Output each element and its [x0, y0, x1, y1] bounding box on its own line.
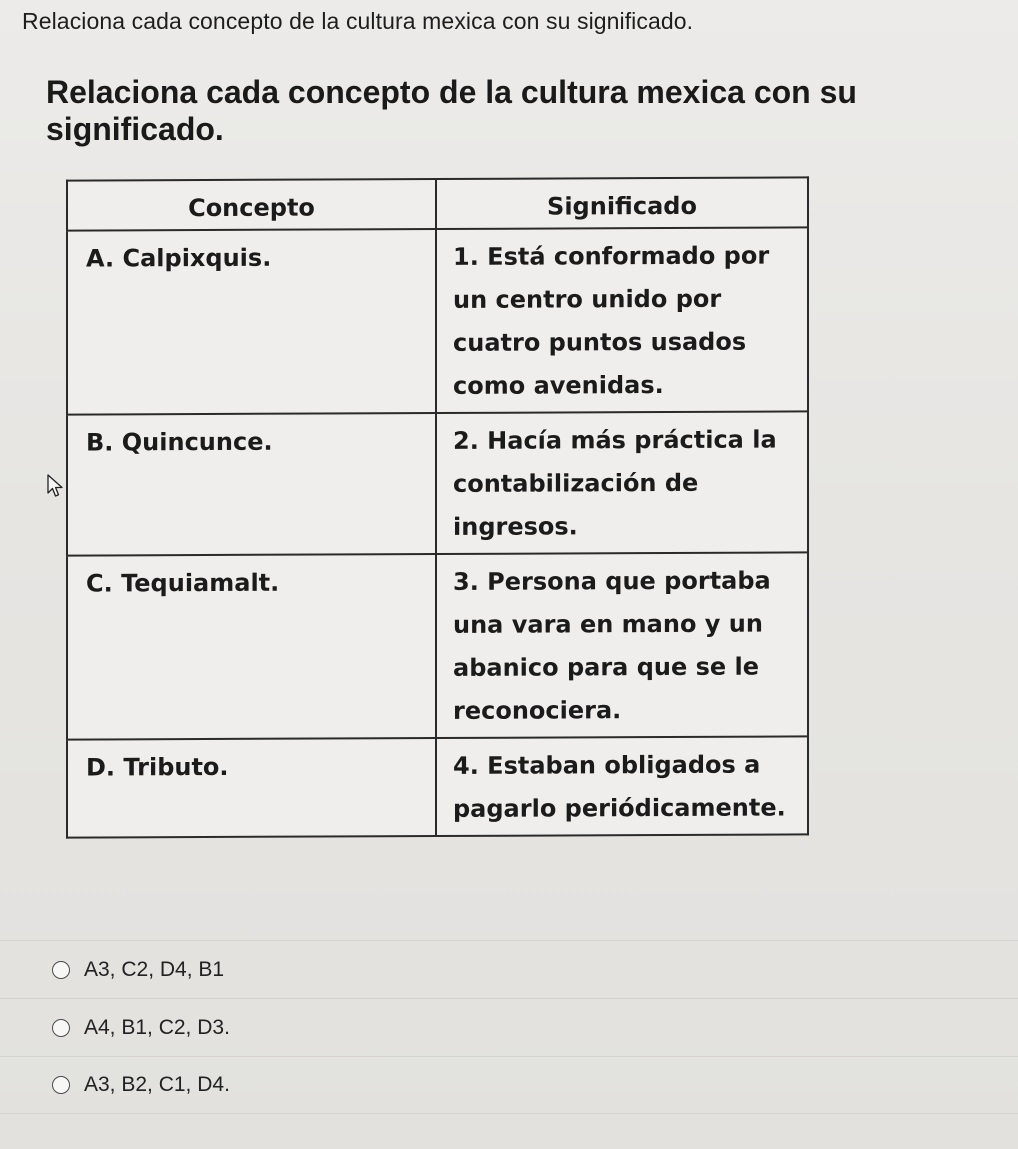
answer-option-2[interactable] — [0, 998, 1018, 1056]
meaning-cell: 4. Estaban obligados a pagarlo periódicamente. — [436, 736, 808, 836]
matching-table — [66, 176, 809, 838]
answer-option-3[interactable] — [0, 1056, 1018, 1114]
concept-cell: A. Calpixquis. — [67, 229, 436, 415]
meaning-cell: 2. Hacía más práctica la contabilización de ingresos. — [436, 411, 808, 554]
table-row — [67, 227, 808, 414]
option-label[interactable]: A4, B1, C2, D3. — [84, 1015, 230, 1039]
answer-option-1[interactable] — [0, 940, 1018, 998]
concept-cell: C. Tequiamalt. — [67, 554, 436, 740]
mouse-pointer-icon — [46, 474, 66, 498]
radio-button[interactable] — [52, 1019, 70, 1037]
question-title: Relaciona cada concepto de la cultura mexica con su signiﬁcado. — [22, 8, 694, 34]
meaning-cell: 3. Persona que portaba una vara en mano y un abanico para que se le reconociera. — [436, 552, 808, 738]
header-concepto: Concepto — [67, 179, 436, 231]
concept-cell: B. Quincunce. — [67, 413, 436, 556]
answer-options — [0, 940, 1018, 1114]
option-label[interactable]: A3, B2, C1, D4. — [84, 1073, 230, 1096]
radio-button[interactable] — [52, 961, 70, 979]
header-significado: Significado — [436, 177, 808, 229]
table-row — [67, 736, 808, 837]
table-row — [67, 411, 808, 555]
concept-cell: D. Tributo. — [67, 738, 436, 838]
option-label[interactable]: A3, C2, D4, B1 — [84, 957, 225, 981]
figure-heading: Relaciona cada concepto de la cultura mexica con su signiﬁcado. — [46, 74, 857, 147]
meaning-cell: 1. Está conformado por un centro unido por cuatro puntos usados como avenidas. — [436, 227, 808, 413]
table-row — [67, 552, 808, 739]
table-header-row — [67, 177, 808, 230]
radio-button[interactable] — [52, 1076, 70, 1094]
